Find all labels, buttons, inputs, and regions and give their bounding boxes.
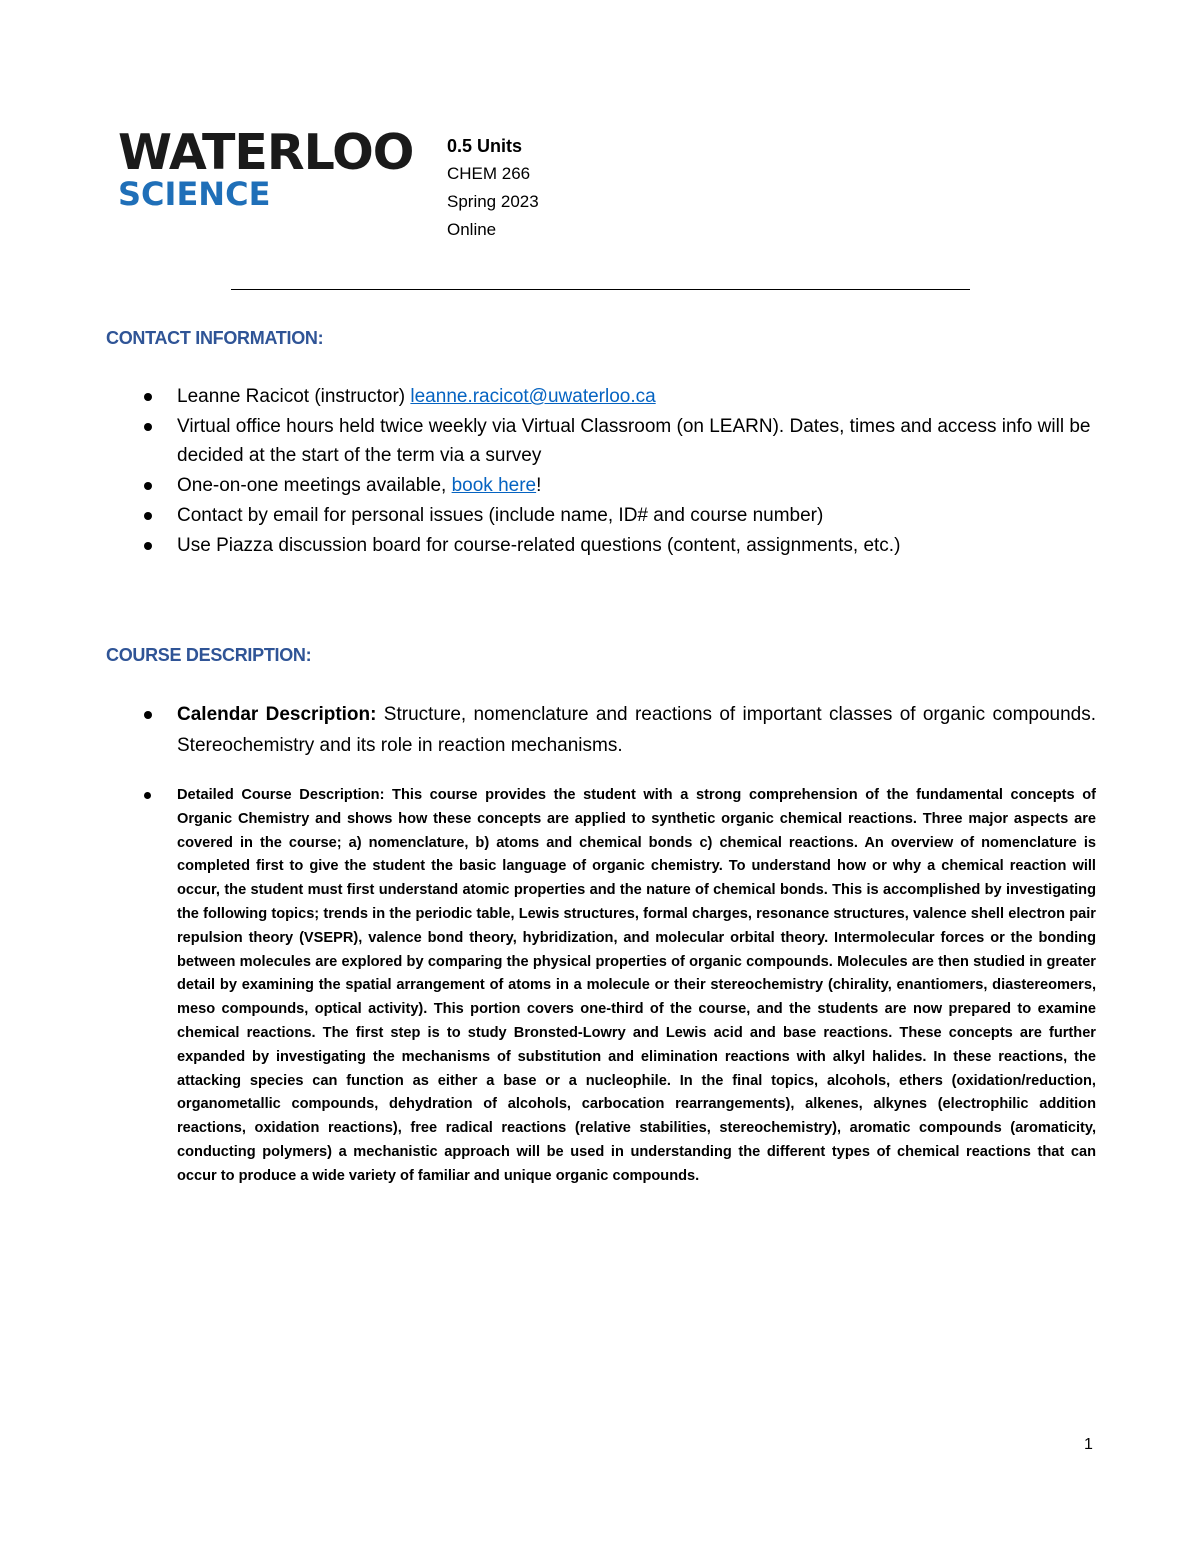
detailed-description-label: Detailed Course Description: [177,787,385,803]
meetings-suffix: ! [536,475,542,496]
office-hours-text: Virtual office hours held twice weekly via Virtual Classroom (on LEARN). Dates, times and access info will be decided at the start of the term via a survey [177,416,1091,466]
contact-heading: CONTACT INFORMATION: [106,328,324,348]
instructor-email-link[interactable]: leanne.racicot@uwaterloo.ca [410,386,656,407]
logo-waterloo: WATERLOO [118,124,414,181]
list-item [141,412,1096,470]
meetings-text: One-on-one meetings available, [177,475,452,496]
detailed-description-text: This course provides the student with a strong comprehension of the fundamental concepts of Organic Chemistry and shows how these concepts are applied to synthetic organic chemical reactions. Three major aspects are covered in the course; a) nomenclature, b) atoms and chemical bonds c) chemical reactions. An overview of nomenclature is completed first to give the student the basic language of organic chemistry. To understand how or why a chemical reaction will occur, the student must first understand atomic properties and the nature of chemical bonds. This is accomplished by investigating the following topics; trends in the periodic table, Lewis structures, formal charges, resonance structures, valence shell electron pair repulsion theory (VSEPR), valence bond theory, hybridization, and molecular orbital theory. Intermolecular forces or the bonding between molecules are explored by comparing the physical properties of organic compounds. Molecules are then studied in greater detail by examining the spatial arrangement of atoms in a molecule or their stereochemistry (chirality, enantiomers, diastereomers, meso compounds, optical activity). This portion covers one-third of the course, and the students are now prepared to examine chemical reactions. The first step is to study Bronsted-Lowry and Lewis acid and base reactions. These concepts are further expanded by investigating the mechanisms of substitution and elimination reactions with alkyl halides. In these reactions, the attacking species can function as either a base or a nucleophile. In the final topics, alcohols, ethers (oxidation/reduction, organometallic compounds, dehydration of alcohols, carbocation rearrangements), alkenes, alkynes (electrophilic addition reactions, oxidation reactions), free radical reactions (relative stabilities, stereochemistry), aromatic compounds (aromaticity, conducting polymers) a mechanistic approach will be used in understanding the different types of chemical reactions that can occur to produce a wide variety of familiar and unique organic compounds. [177,787,1096,1184]
course-code: CHEM 266 [447,164,531,183]
instructor-text: Leanne Racicot (instructor) [177,386,411,407]
page-number: 1 [1084,1436,1093,1453]
calendar-description-label: Calendar Description: [177,704,377,725]
course-meta [447,134,539,246]
calendar-description-text: Structure, nomenclature and reactions of important classes of organic compounds. Stereochemistry and its role in reaction mechanisms. [177,704,1097,756]
course-delivery: Online [447,220,497,239]
list-item [141,471,1096,500]
waterloo-science-logo [118,124,414,213]
list-item [141,531,1096,560]
course-description-heading: COURSE DESCRIPTION: [106,645,312,665]
logo-science: SCIENCE [118,175,271,213]
list-item [141,501,1096,530]
course-description-list [141,699,1096,1189]
list-item [141,784,1096,1189]
email-note-text: Contact by email for personal issues (include name, ID# and course number) [177,505,824,526]
list-item [141,699,1096,761]
book-here-link[interactable]: book here [451,475,537,496]
header-divider [231,289,970,290]
list-item [141,382,1096,411]
course-term: Spring 2023 [447,192,539,211]
contact-list [141,382,1096,561]
course-units: 0.5 Units [447,136,523,156]
piazza-note-text: Use Piazza discussion board for course-related questions (content, assignments, etc.) [177,535,901,556]
